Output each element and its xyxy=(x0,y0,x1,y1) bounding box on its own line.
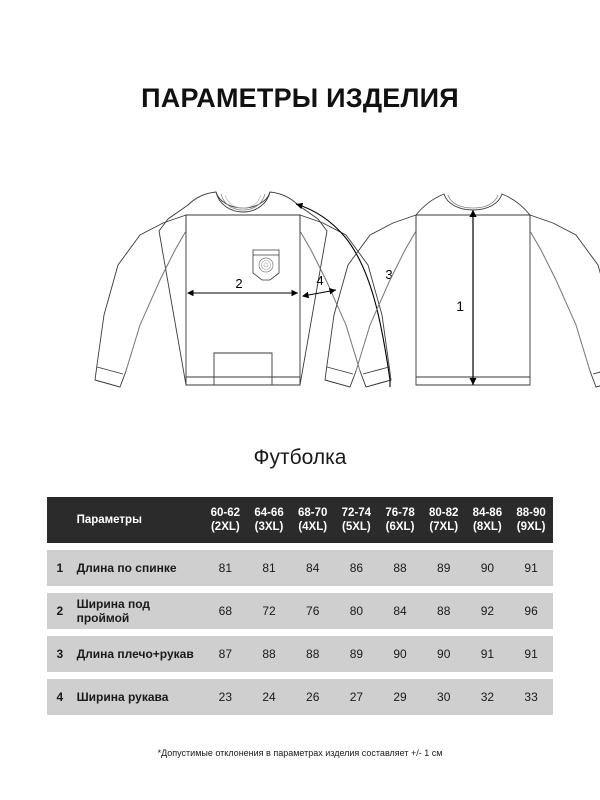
row-value: 81 xyxy=(247,550,291,586)
size-letter: (9XL) xyxy=(516,521,546,533)
row-value: 88 xyxy=(378,550,422,586)
row-value: 26 xyxy=(291,679,335,715)
tolerance-footnote: *Допустимые отклонения в параметрах изделия составляет +/- 1 см xyxy=(157,748,443,758)
row-value: 80 xyxy=(335,593,379,629)
row-value: 89 xyxy=(422,550,466,586)
row-value: 33 xyxy=(509,679,553,715)
row-value: 68 xyxy=(204,593,248,629)
header-size-84-86 xyxy=(466,497,510,543)
row-value: 90 xyxy=(422,636,466,672)
row-value: 86 xyxy=(335,550,379,586)
row-value: 92 xyxy=(466,593,510,629)
row-value: 32 xyxy=(466,679,510,715)
header-parameters-cell: Параметры xyxy=(73,497,204,543)
page-title: ПАРАМЕТРЫ ИЗДЕЛИЯ xyxy=(141,83,459,113)
row-index: 3 xyxy=(47,636,73,672)
measure-label-4: 4 xyxy=(316,273,324,288)
product-name: Футболка xyxy=(253,446,347,469)
size-range: 68-70 xyxy=(297,507,328,519)
measure-arrow-4 xyxy=(303,290,336,296)
row-parameter: Ширина под проймой xyxy=(73,593,204,629)
table-row xyxy=(47,550,553,586)
size-range: 80-82 xyxy=(429,507,459,519)
row-value: 90 xyxy=(466,550,510,586)
size-range: 60-62 xyxy=(210,507,241,519)
header-size-64-66 xyxy=(247,497,291,543)
row-value: 91 xyxy=(509,636,553,672)
measure-label-2: 2 xyxy=(235,276,243,291)
size-range: 84-86 xyxy=(472,507,503,519)
row-value: 89 xyxy=(335,636,379,672)
measure-label-3: 3 xyxy=(385,267,393,282)
row-value: 23 xyxy=(204,679,248,715)
row-parameter: Длина по спинке xyxy=(73,550,204,586)
size-letter: (3XL) xyxy=(254,521,284,533)
chest-pocket-icon xyxy=(253,250,279,280)
size-range: 72-74 xyxy=(341,507,372,519)
row-value: 87 xyxy=(204,636,248,672)
row-value: 96 xyxy=(509,593,553,629)
measure-label-1: 1 xyxy=(456,298,464,314)
size-letter: (8XL) xyxy=(473,521,502,533)
table-row xyxy=(47,593,553,629)
size-range: 76-78 xyxy=(385,507,415,519)
garment-diagrams xyxy=(0,175,600,410)
size-letter: (2XL) xyxy=(210,521,240,533)
row-index: 2 xyxy=(47,593,73,629)
size-letter: (6XL) xyxy=(385,521,415,533)
table-row xyxy=(47,679,553,715)
row-parameter: Ширина рукава xyxy=(73,679,204,715)
table-header-row xyxy=(47,497,553,543)
front-garment-drawing xyxy=(95,192,391,387)
header-size-80-82 xyxy=(422,497,466,543)
back-measure-annotations xyxy=(456,211,473,385)
row-value: 84 xyxy=(378,593,422,629)
row-value: 72 xyxy=(247,593,291,629)
size-range: 64-66 xyxy=(254,507,284,519)
row-value: 88 xyxy=(247,636,291,672)
row-value: 88 xyxy=(291,636,335,672)
header-size-72-74 xyxy=(335,497,379,543)
table-body xyxy=(47,550,553,715)
row-parameter: Длина плечо+рукав xyxy=(73,636,204,672)
header-size-88-90 xyxy=(509,497,553,543)
header-index-cell xyxy=(47,497,73,543)
row-value: 90 xyxy=(378,636,422,672)
row-index: 4 xyxy=(47,679,73,715)
header-size-76-78 xyxy=(378,497,422,543)
table-row xyxy=(47,636,553,672)
table-header xyxy=(47,497,553,543)
row-value: 24 xyxy=(247,679,291,715)
size-letter: (5XL) xyxy=(341,521,371,533)
size-chart-table xyxy=(47,490,553,722)
back-garment-drawing xyxy=(325,194,600,387)
row-value: 88 xyxy=(422,593,466,629)
size-letter: (7XL) xyxy=(429,521,459,533)
row-value: 84 xyxy=(291,550,335,586)
size-range: 88-90 xyxy=(516,507,546,519)
row-value: 81 xyxy=(204,550,248,586)
row-value: 27 xyxy=(335,679,379,715)
row-value: 76 xyxy=(291,593,335,629)
row-value: 30 xyxy=(422,679,466,715)
row-index: 1 xyxy=(47,550,73,586)
header-size-60-62 xyxy=(204,497,248,543)
row-value: 91 xyxy=(509,550,553,586)
size-letter: (4XL) xyxy=(298,521,328,533)
row-value: 91 xyxy=(466,636,510,672)
header-size-68-70 xyxy=(291,497,335,543)
row-value: 29 xyxy=(378,679,422,715)
